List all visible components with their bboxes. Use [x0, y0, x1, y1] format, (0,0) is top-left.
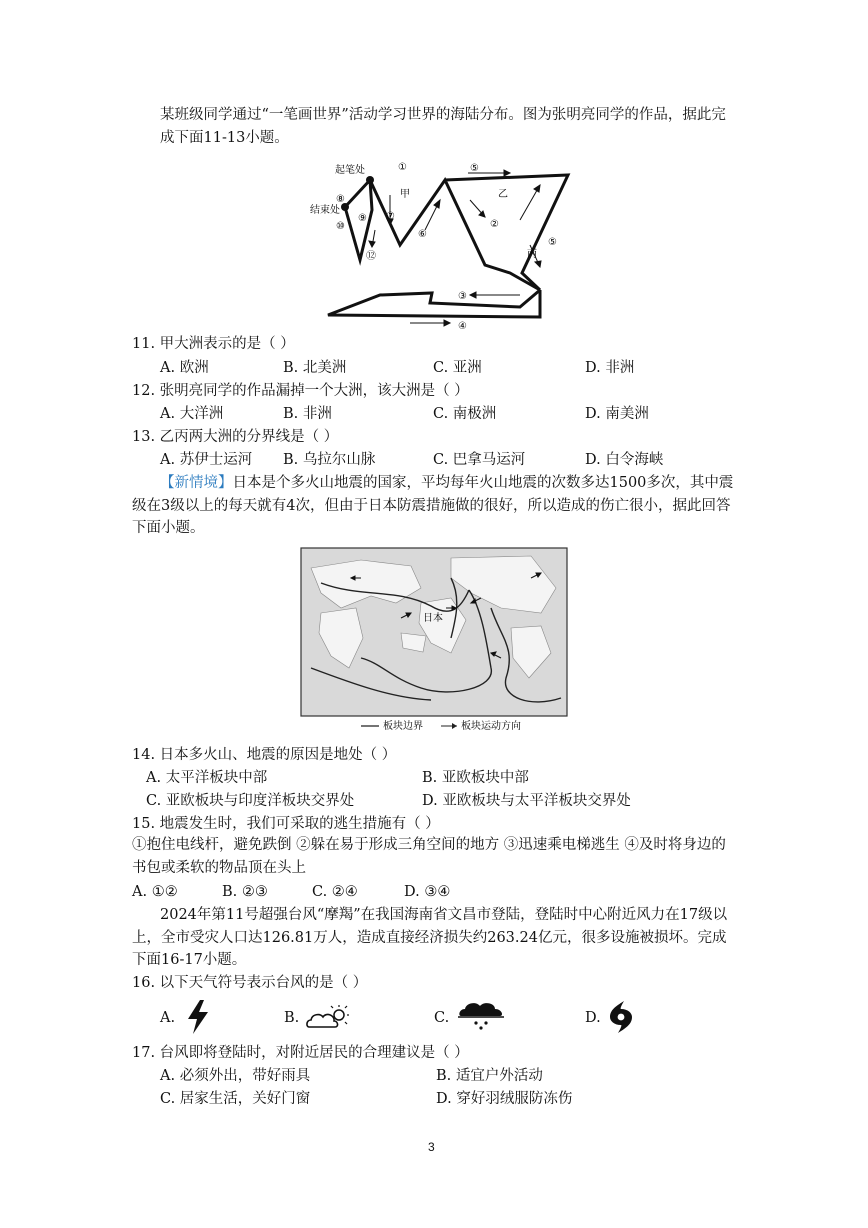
q16-option-b[interactable]: B.	[284, 1010, 300, 1026]
q16-option-a[interactable]: A.	[160, 1010, 176, 1026]
stroke-number-10: ⑩	[336, 221, 345, 232]
stroke-number-12: ⑫	[366, 251, 376, 262]
q17-stem: 17. 台风即将登陆时，对附近居民的合理建议是（ ）	[132, 1045, 469, 1061]
legend-boundary-label: 板块边界	[383, 721, 423, 732]
stroke-number-6: ⑥	[418, 229, 427, 240]
q15-option-d[interactable]: D. ③④	[404, 884, 451, 900]
stroke-number-5a: ⑤	[470, 163, 479, 174]
q13-stem: 13. 乙丙两大洲的分界线是（ ）	[132, 429, 339, 445]
q13-option-c[interactable]: C. 巴拿马运河	[433, 452, 526, 468]
q14-option-d[interactable]: D. 亚欧板块与太平洋板块交界处	[422, 793, 631, 809]
stroke-number-9: ⑨	[358, 213, 367, 224]
q15-option-a[interactable]: A. ①②	[132, 884, 178, 900]
q14-stem: 14. 日本多火山、地震的原因是地处（ ）	[132, 747, 397, 763]
continent-bing-label: 丙	[527, 249, 537, 260]
q12-stem: 12. 张明亮同学的作品漏掉一个大洲，该大洲是（ ）	[132, 383, 469, 399]
q12-option-c[interactable]: C. 南极洲	[433, 406, 497, 422]
intro-paragraph-2-text: 日本是个多火山地震的国家，平均每年火山地震的次数多达1500多次，其中震级在3级以上的每天就有4次，但由于日本防震措施做的很好，所以造成的伤亡很小，据此回答下面小题。	[132, 475, 734, 536]
q14-option-c[interactable]: C. 亚欧板块与印度洋板块交界处	[146, 793, 355, 809]
page-number: 3	[428, 1140, 435, 1154]
stroke-number-8: ⑧	[336, 194, 345, 205]
legend-motion-label: 板块运动方向	[461, 721, 521, 732]
q16-option-d[interactable]: D.	[585, 1010, 601, 1026]
q14-option-b[interactable]: B. 亚欧板块中部	[422, 770, 529, 786]
start-point-label: 起笔处	[335, 165, 365, 176]
partly-cloudy-icon	[306, 1003, 350, 1029]
q11-option-d[interactable]: D. 非洲	[585, 360, 635, 376]
end-point-label: 结束处	[310, 205, 340, 216]
q13-option-d[interactable]: D. 白令海峡	[585, 452, 664, 468]
q12-option-d[interactable]: D. 南美洲	[585, 406, 649, 422]
q16-stem: 16. 以下天气符号表示台风的是（ ）	[132, 975, 368, 991]
q15-body: ①抱住电线杆，避免跌倒 ②躲在易于形成三角空间的地方 ③迅速乘电梯逃生 ④及时将身边的书包或柔软的物品顶在头上	[132, 837, 726, 876]
snow-cloud-icon	[458, 1000, 506, 1030]
intro-paragraph-1: 某班级同学通过“一笔画世界”活动学习世界的海陆分布。图为张明亮同学的作品，据此完成下面11-13小题。	[160, 107, 726, 146]
stroke-number-3: ③	[458, 291, 467, 302]
q17-option-c[interactable]: C. 居家生活，关好门窗	[160, 1091, 311, 1107]
q17-option-a[interactable]: A. 必须外出，带好雨具	[160, 1068, 311, 1084]
q11-stem: 11. 甲大洲表示的是（ ）	[132, 336, 295, 352]
q11-option-a[interactable]: A. 欧洲	[160, 360, 209, 376]
q15-option-b[interactable]: B. ②③	[222, 884, 268, 900]
q13-option-b[interactable]: B. 乌拉尔山脉	[283, 452, 376, 468]
q16-option-c[interactable]: C.	[434, 1010, 450, 1026]
intro-paragraph-2	[132, 472, 740, 540]
japan-label: 日本	[423, 613, 443, 624]
q12-option-a[interactable]: A. 大洋洲	[160, 406, 224, 422]
q15-option-c[interactable]: C. ②④	[312, 884, 358, 900]
q12-option-b[interactable]: B. 非洲	[283, 406, 332, 422]
continent-yi-label: 乙	[498, 189, 508, 200]
stroke-number-1: ①	[398, 162, 407, 173]
plate-boundary-map	[301, 548, 567, 734]
q17-option-b[interactable]: B. 适宜户外活动	[436, 1068, 543, 1084]
new-context-tag: 【新情境】	[160, 475, 233, 491]
stroke-number-4: ④	[458, 321, 467, 332]
q11-option-c[interactable]: C. 亚洲	[433, 360, 482, 376]
stroke-number-5b: ⑤	[548, 237, 557, 248]
lightning-icon	[186, 1000, 210, 1034]
q15-stem: 15. 地震发生时，我们可采取的逃生措施有（ ）	[132, 816, 440, 832]
intro-paragraph-3: 2024年第11号超强台风“摩羯”在我国海南省文昌市登陆，登陆时中心附近风力在17级以上，全市受灾人口达126.81万人，造成直接经济损失约263.24亿元，很多设施被损坏。完成下面16-17小题。	[132, 907, 728, 968]
q11-option-b[interactable]: B. 北美洲	[283, 360, 347, 376]
one-stroke-world-figure	[300, 155, 570, 335]
typhoon-icon	[608, 1000, 634, 1034]
q17-option-d[interactable]: D. 穿好羽绒服防冻伤	[436, 1091, 573, 1107]
continent-jia-label: 甲	[400, 189, 410, 200]
stroke-number-2: ②	[490, 219, 499, 230]
stroke-number-7: ⑦	[386, 211, 395, 222]
q13-option-a[interactable]: A. 苏伊士运河	[160, 452, 253, 468]
q14-option-a[interactable]: A. 太平洋板块中部	[146, 770, 268, 786]
